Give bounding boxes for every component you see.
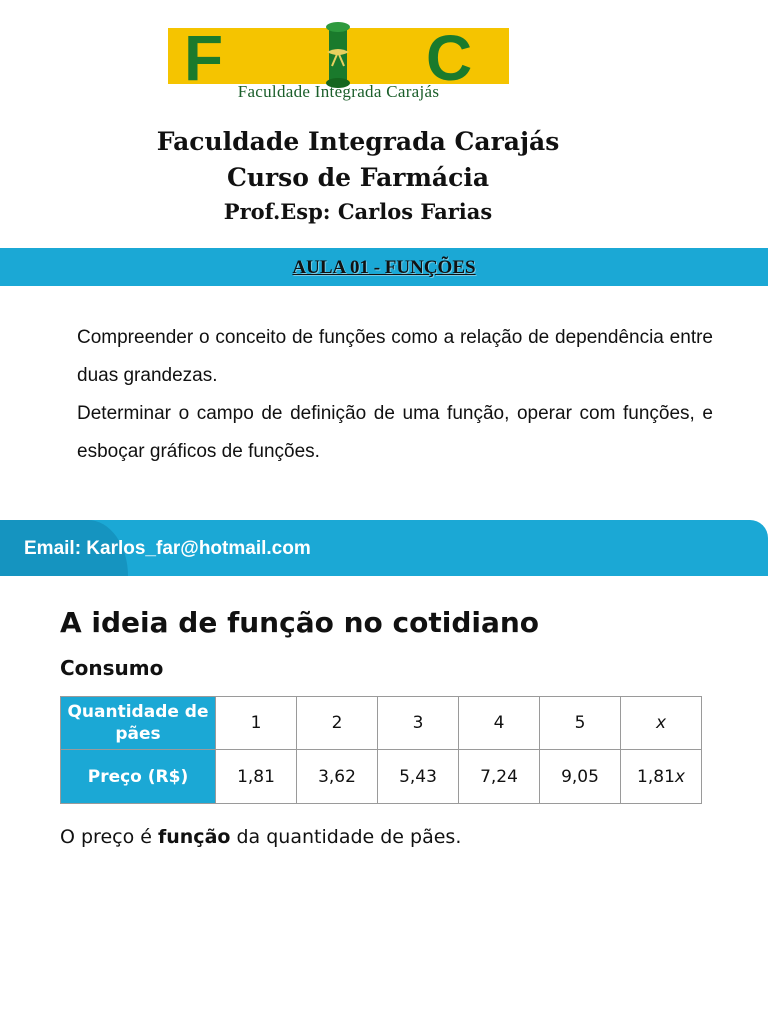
expression-variable: x	[674, 766, 685, 787]
section-subtitle: Consumo	[60, 656, 164, 680]
logo-letter-f: F	[184, 22, 224, 94]
table-cell-expression	[621, 750, 702, 804]
expression-coefficient: 1,81	[637, 766, 675, 787]
table-cell: 3	[378, 697, 459, 750]
course-title: Curso de Farmácia	[226, 163, 490, 192]
email-banner	[0, 520, 768, 576]
table-cell-variable: x	[621, 697, 702, 750]
conclusion-after: da quantidade de pães.	[230, 826, 462, 848]
contact-email: Email: Karlos_far@hotmail.com	[24, 538, 311, 559]
objective-paragraph-2: Determinar o campo de definição de uma função, operar com funções, e esboçar gráficos de funções.	[77, 403, 713, 462]
row-header-quantity: Quantidade de pães	[61, 697, 216, 750]
logo-letter-c: C	[426, 22, 473, 94]
lesson-title: AULA 01 - FUNÇÕES	[292, 257, 476, 278]
row-header-price: Preço (R$)	[61, 750, 216, 804]
table-cell: 2	[297, 697, 378, 750]
objective-paragraph-1: Compreender o conceito de funções como a relação de dependência entre duas grandezas.	[77, 327, 713, 386]
price-table	[60, 696, 702, 804]
table-cell: 5,43	[378, 750, 459, 804]
scroll-pillar-icon	[322, 22, 354, 88]
table-row-quantity	[61, 697, 702, 750]
table-cell: 7,24	[459, 750, 540, 804]
table-cell: 5	[540, 697, 621, 750]
conclusion-bold: função	[157, 826, 231, 848]
table-cell: 3,62	[297, 750, 378, 804]
table-row-price	[61, 750, 702, 804]
conclusion-text	[60, 826, 461, 848]
lesson-banner	[0, 248, 768, 286]
institution-title: Faculdade Integrada Carajás	[156, 127, 560, 156]
table-cell: 1,81	[216, 750, 297, 804]
table-cell: 4	[459, 697, 540, 750]
professor-name: Prof.Esp: Carlos Farias	[223, 199, 493, 224]
section-title: A ideia de função no cotidiano	[60, 606, 540, 639]
table-cell: 9,05	[540, 750, 621, 804]
table-cell: 1	[216, 697, 297, 750]
conclusion-before: O preço é	[60, 826, 158, 848]
logo-caption: Faculdade Integrada Carajás	[237, 82, 440, 101]
